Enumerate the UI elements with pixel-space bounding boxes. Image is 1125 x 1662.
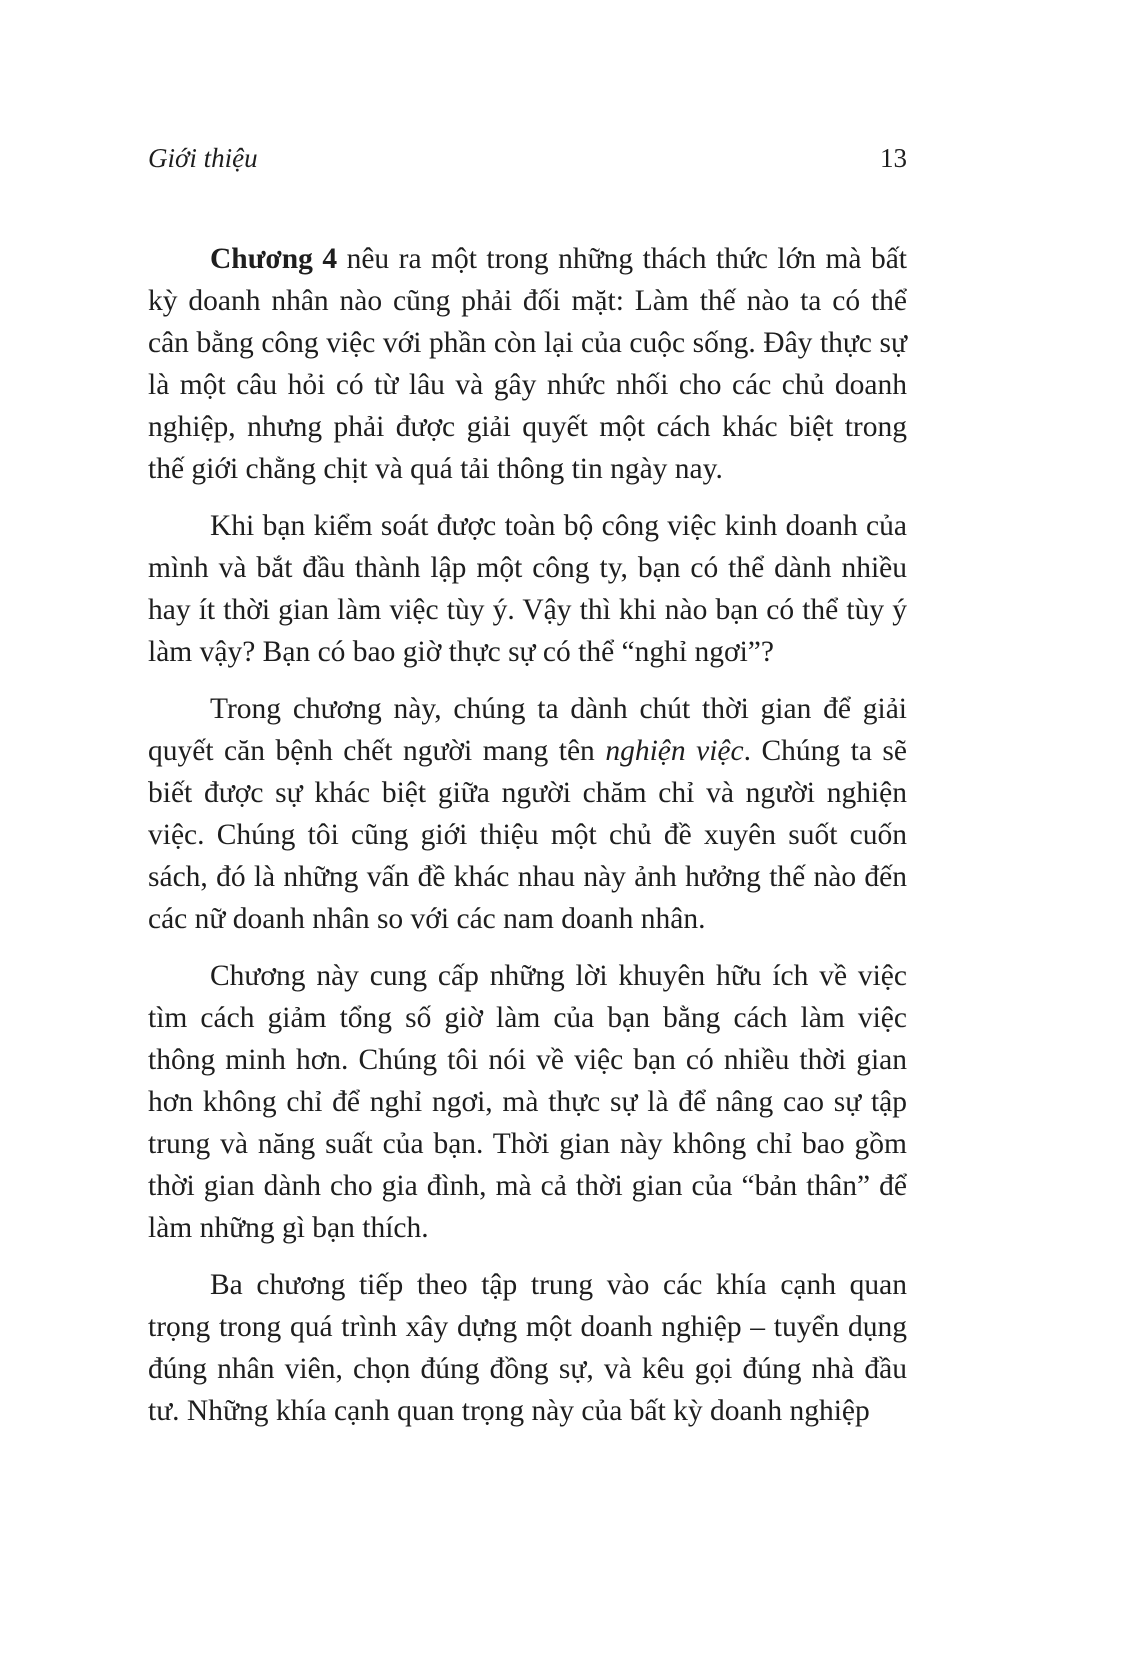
text-segment: . Chúng ta sẽ biết được sự khác biệt giữa người chăm chỉ và người nghiện việc. Chúng tôi cũng giới thiệu một chủ đề xuyên suốt cuốn sách, đó là những vấn đề khác nhau này ảnh hưởng thế nào đến các nữ doanh nhân so với các nam doanh nhân. [148,735,907,936]
paragraph [148,688,907,940]
paragraph [148,955,907,1249]
section-title: Giới thiệu [148,143,258,173]
paragraph [148,1264,907,1432]
text-segment: nghiện việc [605,735,744,768]
text-segment: Khi bạn kiểm soát được toàn bộ công việc kinh doanh của mình và bắt đầu thành lập một công ty, bạn có thể dành nhiều hay ít thời gian làm việc tùy ý. Vậy thì khi nào bạn có thể tùy ý làm vậy? Bạn có bao giờ thực sự có thể “nghỉ ngơi”? [148,510,907,669]
text-segment: Ba chương tiếp theo tập trung vào các khía cạnh quan trọng trong quá trình xây dựng một doanh nghiệp – tuyển dụng đúng nhân viên, chọn đúng đồng sự, và kêu gọi đúng nhà đầu tư. Những khía cạnh quan trọng này của bất kỳ doanh nghiệp [148,1269,907,1428]
page-header [148,142,907,174]
paragraph [148,505,907,673]
page-number: 13 [880,143,907,173]
paragraph [148,238,907,490]
text-segment: nêu ra một trong những thách thức lớn mà bất kỳ doanh nhân nào cũng phải đối mặt: Làm thế nào ta có thể cân bằng công việc với phần còn lại của cuộc sống. Đây thực sự là một câu hỏi có từ lâu và gây nhức nhối cho các chủ doanh nghiệp, nhưng phải được giải quyết một cách khác biệt trong thế giới chằng chịt và quá tải thông tin ngày nay. [148,243,907,486]
text-segment: Chương 4 [210,243,338,276]
text-segment: Chương này cung cấp những lời khuyên hữu ích về việc tìm cách giảm tổng số giờ làm của bạn bằng cách làm việc thông minh hơn. Chúng tôi nói về việc bạn có nhiều thời gian hơn không chỉ để nghỉ ngơi, mà thực sự là để nâng cao sự tập trung và năng suất của bạn. Thời gian này không chỉ bao gồm thời gian dành cho gia đình, mà cả thời gian của “bản thân” để làm những gì bạn thích. [148,960,907,1245]
text-segment: Trong chương này, chúng ta dành chút thời gian để giải quyết căn bệnh chết người mang tên [148,693,907,768]
body-text [148,238,907,1432]
